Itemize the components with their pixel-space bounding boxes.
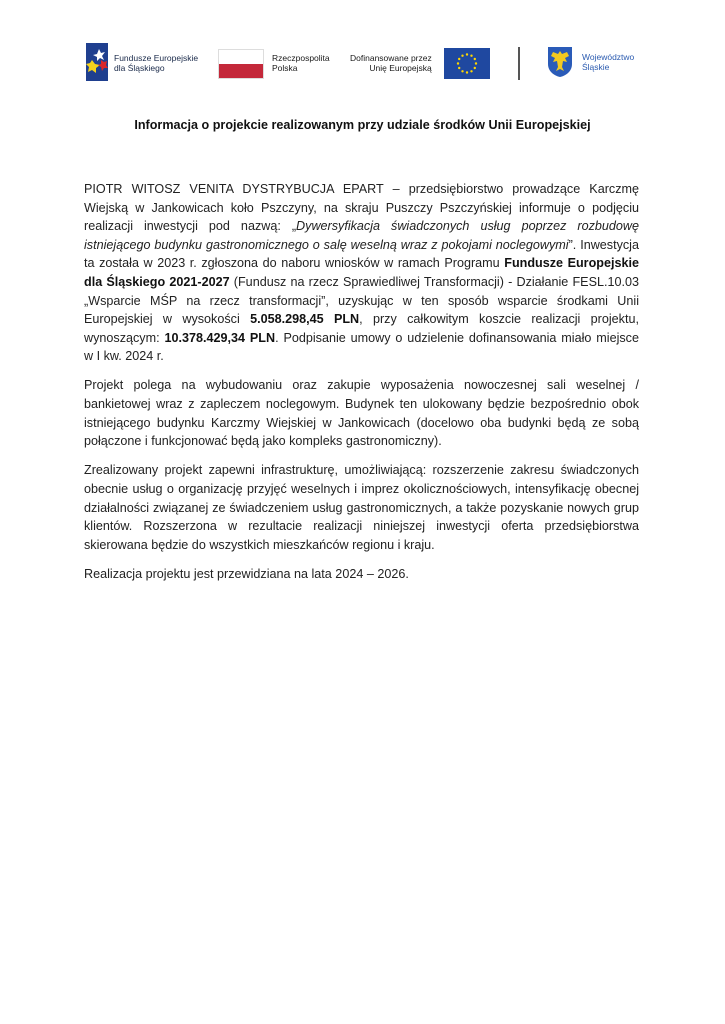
eu-star — [458, 58, 460, 60]
eu-star — [474, 67, 476, 69]
eu-star — [474, 58, 476, 60]
pl-line2: Polska — [272, 63, 298, 73]
text-run: ”. Inwestycja ta została w 2023 r. zgłoszona do naboru wniosków w ramach Programu — [84, 237, 639, 271]
text-run: (Fundusz na rzecz Sprawiedliwej Transformacji) - Działanie FESL.10.03 „Wsparcie MŚP na rzecz transformacji”, uzyskując w ten sposób wsparcie środkami Unii Europejskiej w wysokości — [84, 274, 639, 327]
text-run: , przy całkowitym koszcie realizacji projektu, wynoszącym: — [84, 312, 639, 345]
eu-cofinancing-label — [350, 53, 432, 73]
eu-line1: Dofinansowane przez — [350, 53, 432, 63]
fundusze-europejskie-label — [114, 53, 198, 73]
eu-star — [458, 67, 460, 69]
eu-star — [461, 70, 463, 72]
logo-bar — [86, 41, 646, 83]
eu-line2: Unię Europejską — [369, 63, 432, 73]
sl-line1: Województwo — [582, 52, 635, 62]
rzeczpospolita-polska-label — [272, 53, 330, 73]
project-name: Dywersyfikacja świadczonych usług poprzez rozbudowę istniejącego budynku gastronomicznego o salę weselną wraz z pokojami noclegowymi — [84, 219, 639, 252]
eu-star — [461, 55, 463, 57]
program-name: Fundusze Europejskie dla Śląskiego 2021-2027 — [84, 256, 639, 289]
text-run: PIOTR WITOSZ VENITA DYSTRYBUCJA EPART – przedsiębiorstwo prowadzące Karczmę Wiejską w Jankowicach koło Pszczyny, na skraju Puszczy Pszczyńskiej informuje o podjęciu realizacji inwestycji pod nazwą: „ — [84, 182, 639, 234]
eu-star — [466, 53, 468, 55]
fe-line2: dla Śląskiego — [114, 63, 165, 73]
sl-line2: Śląskie — [582, 62, 610, 72]
total-cost: 10.378.429,34 PLN — [164, 330, 276, 345]
paragraph-description: Projekt polega na wybudowaniu oraz zakupie wyposażenia nowoczesnej sali weselnej / bankietowej wraz z zapleczem noclegowym. Budynek ten ulokowany będzie bezpośrednio obok istniejącego budynku Karczmy Wiejskiej w Jankowicach (docelowo oba budynki będą ze sobą połączone i funkcjonować będą jako kompleks gastronomiczny). — [84, 378, 639, 449]
paragraph-intro — [84, 180, 639, 366]
silesian-eagle-icon — [547, 46, 573, 78]
eu-flag-icon — [444, 48, 490, 79]
grant-amount: 5.058.298,45 PLN — [250, 312, 360, 327]
text-run: . Podpisanie umowy o udzielenie dofinansowania miało miejsce w I kw. 2024 r. — [84, 330, 639, 364]
document-body — [84, 180, 639, 594]
logo-divider — [518, 47, 520, 80]
paragraph-timeline: Realizacja projektu jest przewidziana na lata 2024 – 2026. — [84, 566, 409, 581]
document-title: Informacja o projekcie realizowanym przy udziale środków Unii Europejskiej — [134, 118, 591, 132]
eu-star — [457, 62, 459, 64]
eu-star — [475, 62, 477, 64]
logo-fundusze-europejskie — [86, 41, 206, 83]
eu-star — [470, 70, 472, 72]
fundusze-europejskie-icon — [86, 43, 108, 81]
polish-flag-icon — [218, 49, 264, 79]
pl-line1: Rzeczpospolita — [272, 53, 330, 63]
wojewodztwo-slaskie-label — [582, 52, 634, 72]
eu-star — [470, 55, 472, 57]
fe-line1: Fundusze Europejskie — [114, 53, 199, 63]
eu-star — [466, 71, 468, 73]
paragraph-benefits: Zrealizowany projekt zapewni infrastrukturę, umożliwiającą: rozszerzenie zakresu świadczonych obecnie usług o organizację przyjęć weselnych i imprez okolicznościowych, intensyfikację obecnej działalności związanej ze świadczeniem usług gastronomicznych, a także pozyskanie nowych grup klientów. Rozszerzona w rezultacie realizacji niniejszej inwestycji oferta przedsiębiorstwa skierowana będzie do wszystkich mieszkańców regionu i kraju. — [84, 463, 639, 552]
